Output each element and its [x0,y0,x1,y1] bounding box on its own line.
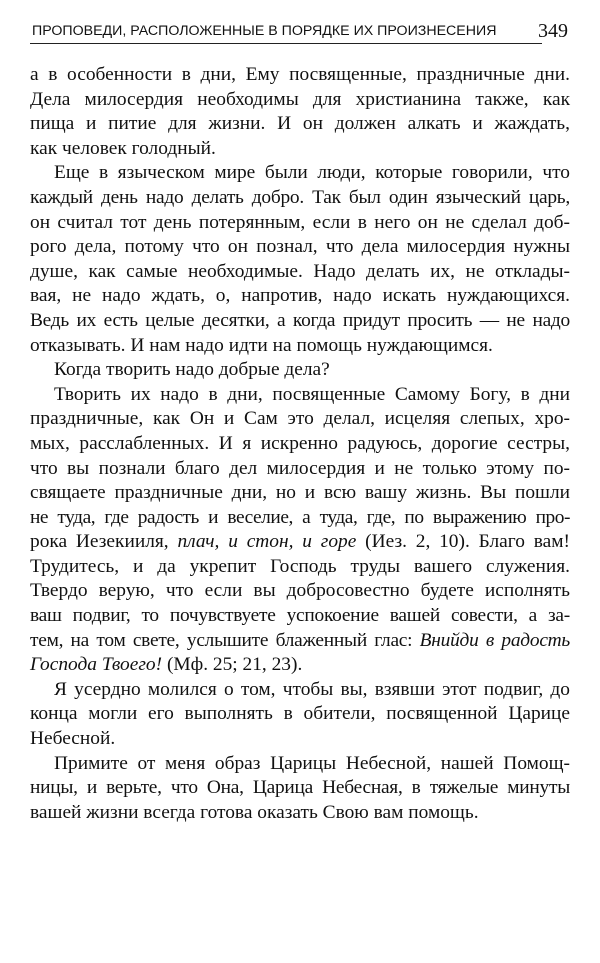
text-line: ницы, и верьте, что Она, Царица Небесная, в тяжелые минуты [30,777,570,799]
text-line: Небесной. [30,728,116,750]
page-number: 349 [538,20,568,42]
text-line: не туда, где радость и веселие, а туда, где, по выражению про- [30,506,570,528]
text-line: каждый день надо делать добро. Так был один языческий царь, [30,186,570,208]
text-line: Дела милосердия необходимы для христианина также, как [30,88,570,110]
text-line: конца могли его выполнять в обители, посвященной Царице [30,703,570,725]
text-line: Твердо верую, что если вы добросовестно будете исполнять [30,580,570,602]
text-line: Трудитесь, и да укрепит Господь труды вашего служения. [30,555,570,577]
text-line [30,530,570,555]
text-line: Ведь их есть целые десятки, а когда придут просить — не надо [30,309,570,331]
text-run: (Мф. 25; 21, 23). [162,654,303,676]
text-line: праздничные, как Он и Сам это делал, исцеляя слепых, хро- [30,408,570,430]
paragraph [30,678,570,752]
text-line: Еще в языческом мире были люди, которые говорили, что [54,162,570,184]
text-run: рока Иезекииля, [30,531,178,553]
body-text [30,63,570,825]
text-line: Примите от меня образ Царицы Небесной, нашей Помощ- [54,752,570,774]
text-line: он считал тот день потерянным, если в него он не сделал доб- [30,211,570,233]
text-line: пища и питие для жизни. И он должен алкать и жаждать, [30,113,570,135]
running-title: ПРОПОВЕДИ, РАСПОЛОЖЕННЫЕ В ПОРЯДКЕ ИХ ПРОИЗНЕСЕНИЯ [32,23,497,39]
running-header [30,20,570,46]
text-line: ваш подвиг, то почувствуете успокоение вашей совести, а за- [30,605,570,627]
text-run: тем, на том свете, услышите блаженный глас: [30,629,420,651]
paragraph [30,63,570,161]
paragraph [30,358,570,383]
text-line: отказывать. И нам надо идти на помощь нуждающимся. [30,334,493,356]
text-line: вая, не надо ждать, о, напротив, надо искать нуждающихся. [30,285,570,307]
text-line: вашей жизни всегда готова оказать Свою вам помощь. [30,801,479,823]
scripture-quote: Внийди в радость [419,629,570,651]
paragraph [30,752,570,826]
paragraph [30,383,570,678]
text-line [30,629,570,654]
text-line: как человек голодный. [30,137,216,159]
text-run: (Иез. 2, 10). Благо вам! [356,531,570,553]
text-line [30,653,570,678]
text-line: Творить их надо в дни, посвященные Самому Богу, в дни [54,383,570,405]
text-line: а в особенности в дни, Ему посвященные, праздничные дни. [30,64,570,85]
scripture-quote: Господа Твоего! [30,654,163,676]
text-line: свящаете праздничные дни, но и всю вашу жизнь. Вы пошли [30,482,570,504]
header-rule [30,43,542,44]
text-line: Когда творить надо добрые дела? [54,359,330,381]
text-line: душе, как самые необходимые. Надо делать их, не отклады- [30,260,570,282]
paragraph [30,161,570,358]
text-line: мых, расслабленных. И я искренно радуюсь, дорогие сестры, [30,432,570,454]
scripture-quote: плач, и стон, и горе [177,531,357,553]
text-line: что вы познали благо дел милосердия и не только этому по- [30,457,570,479]
text-line: Я усердно молился о том, чтобы вы, взявши этот подвиг, до [54,678,570,700]
text-line: рого дела, потому что он познал, что дела милосердия нужны [30,236,570,258]
